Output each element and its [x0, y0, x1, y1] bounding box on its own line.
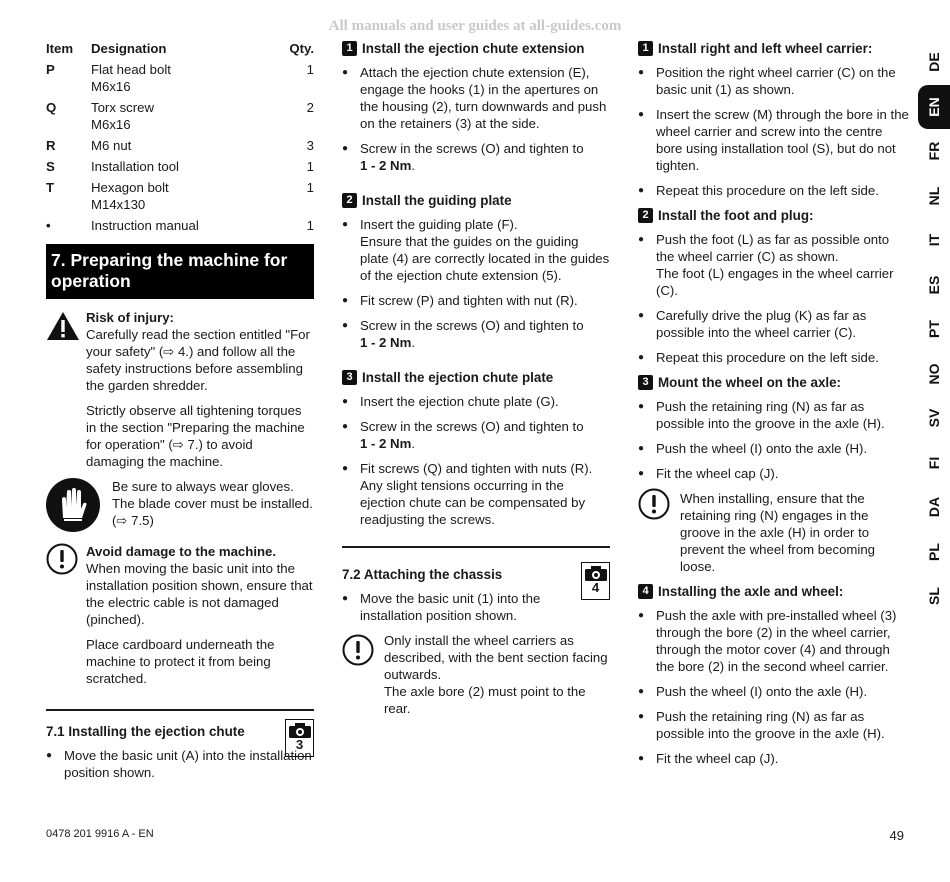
damage-warning — [46, 543, 314, 687]
header-item: Item — [46, 41, 74, 56]
step-list — [638, 398, 910, 482]
parts-table-header — [46, 40, 314, 61]
section-7-2-steps — [342, 590, 610, 624]
table-row — [46, 99, 314, 137]
step-number: 2 — [342, 193, 357, 208]
table-row — [46, 61, 314, 99]
injury-warning-text: Carefully read the section entitled "For your safety" (⇨ 4.) and follow all the safety instructions before assembling the garden shredder. — [86, 327, 310, 393]
note-text: The axle bore (2) must point to the rear. — [384, 684, 586, 716]
row-item: R — [46, 138, 56, 153]
figure-reference-4 — [581, 562, 610, 600]
row-item: T — [46, 180, 55, 195]
step-heading — [638, 207, 910, 224]
tab-language-sl[interactable]: SL — [926, 587, 942, 606]
gloves-note-text: Be sure to always wear gloves. The blade cover must be installed. (⇨ 7.5) — [112, 479, 313, 528]
injury-warning — [46, 309, 314, 470]
camera-icon — [585, 566, 607, 581]
tab-language-fr[interactable]: FR — [926, 141, 942, 161]
list-item: ● Fit the wheel cap (J). — [638, 465, 910, 482]
step-list — [638, 64, 910, 199]
table-row — [46, 158, 314, 179]
figure-number: 3 — [295, 737, 304, 752]
step-title: Install the ejection chute extension — [362, 41, 585, 56]
step-heading — [342, 40, 610, 57]
tab-language-en[interactable]: EN — [918, 85, 950, 130]
tab-language-sv[interactable]: SV — [926, 408, 942, 428]
step-title: Installing the axle and wheel: — [658, 584, 844, 599]
step-list — [638, 231, 910, 366]
list-item: ● Carefully drive the plug (K) as far as possible into the wheel carrier (C). — [638, 307, 910, 341]
tab-language-it[interactable]: IT — [926, 234, 942, 247]
step-number: 1 — [638, 41, 653, 56]
caution-icon — [638, 488, 670, 520]
step-number: 3 — [638, 375, 653, 390]
section-heading-7: 7. Preparing the machine for operation — [46, 244, 314, 299]
step-list — [638, 607, 910, 767]
column-left — [46, 40, 314, 789]
section-7-2-title: 7.2 Attaching the chassis — [342, 567, 503, 582]
note-text: Only install the wheel carriers as described, with the bent section facing outwards. — [384, 633, 608, 682]
parts-table — [46, 40, 314, 238]
row-designation: Torx screw M6x16 — [91, 100, 155, 132]
row-item: P — [46, 62, 55, 77]
tab-language-es[interactable]: ES — [926, 275, 942, 295]
column-right — [638, 40, 910, 775]
tab-language-fi[interactable]: FI — [926, 456, 942, 469]
row-designation: Hexagon bolt M14x130 — [91, 180, 169, 212]
list-item: ● Insert the ejection chute plate (G). — [342, 393, 610, 410]
step-number: 2 — [638, 208, 653, 223]
note-text: When installing, ensure that the retaining ring (N) engages in the groove in the axle (H) in order to prevent the wheel from becoming loose. — [680, 491, 875, 574]
row-qty: 1 — [306, 180, 314, 195]
list-item: ● Insert the guiding plate (F). Ensure that the guides on the guiding plate (4) are correctly located in the guides of the ejection chute extension (5). — [342, 216, 610, 284]
list-item: ● Repeat this procedure on the left side. — [638, 182, 910, 199]
row-qty: 2 — [306, 100, 314, 115]
list-item: ● Push the wheel (I) onto the axle (H). — [638, 440, 910, 457]
retaining-ring-note — [638, 490, 910, 575]
list-item: ● Fit screw (P) and tighten with nut (R). — [342, 292, 610, 309]
list-item: ● Screw in the screws (O) and tighten to 1 - 2 Nm. — [342, 317, 610, 351]
torque-warning-text: Strictly observe all tightening torques in the section "Preparing the machine for operation" (⇨ 7.) to avoid damaging the machine. — [86, 403, 305, 469]
step-number: 3 — [342, 370, 357, 385]
table-row — [46, 179, 314, 217]
column-middle — [342, 40, 610, 725]
step-list — [342, 393, 610, 528]
list-item: ● Screw in the screws (O) and tighten to 1 - 2 Nm. — [342, 140, 610, 174]
warning-triangle-icon — [46, 311, 80, 341]
row-designation: Instruction manual — [91, 218, 199, 233]
step-title: Mount the wheel on the axle: — [658, 375, 842, 390]
divider — [342, 546, 610, 548]
list-item: ● Position the right wheel carrier (C) on the basic unit (1) as shown. — [638, 64, 910, 98]
list-item: ● Move the basic unit (1) into the installation position shown. — [342, 590, 570, 624]
damage-warning-title: Avoid damage to the machine. — [86, 544, 277, 559]
step-heading — [342, 192, 610, 209]
wheel-carrier-note — [342, 632, 610, 717]
tab-language-de[interactable]: DE — [926, 52, 942, 72]
step-title: Install right and left wheel carrier: — [658, 41, 873, 56]
tab-language-pt[interactable]: PT — [926, 320, 942, 339]
divider — [46, 709, 314, 711]
step-heading — [638, 374, 910, 391]
row-qty: 1 — [306, 159, 314, 174]
section-7-1-steps — [46, 747, 314, 781]
row-qty: 1 — [306, 62, 314, 77]
step-number: 4 — [638, 584, 653, 599]
row-item: Q — [46, 100, 57, 115]
list-item: ● Push the foot (L) as far as possible onto the wheel carrier (C) as shown. The foot (L) engages in the wheel carrier (C). — [638, 231, 910, 299]
step-title: Install the ejection chute plate — [362, 370, 554, 385]
section-7-1 — [46, 723, 314, 752]
list-item: ● Fit the wheel cap (J). — [638, 750, 910, 767]
step-list — [342, 64, 610, 174]
row-qty: 3 — [306, 138, 314, 153]
document-id: 0478 201 9916 A - EN — [46, 828, 154, 840]
caution-icon — [342, 634, 374, 666]
list-item: ● Push the retaining ring (N) as far as possible into the groove in the axle (H). — [638, 708, 910, 742]
section-7-2 — [342, 566, 610, 595]
step-title: Install the guiding plate — [362, 193, 512, 208]
step-heading — [638, 583, 910, 600]
tab-language-pl[interactable]: PL — [926, 542, 942, 561]
row-designation: M6 nut — [91, 138, 132, 153]
row-designation: Flat head bolt M6x16 — [91, 62, 171, 94]
injury-warning-title: Risk of injury: — [86, 310, 174, 325]
cardboard-note: Place cardboard underneath the machine to protect it from being scratched. — [86, 637, 275, 686]
tab-language-no[interactable]: NO — [926, 363, 942, 385]
damage-warning-text: When moving the basic unit into the installation position shown, ensure that the electric cable is not damaged (pinched). — [86, 561, 313, 627]
list-item: ● Attach the ejection chute extension (E), engage the hooks (1) in the apertures on the housing (2), turn downwards and push on the retainers (3) at the side. — [342, 64, 610, 132]
step-list — [342, 216, 610, 351]
row-item: S — [46, 159, 55, 174]
list-item: ● Screw in the screws (O) and tighten to 1 - 2 Nm. — [342, 418, 610, 452]
list-item: ● Fit screws (Q) and tighten with nuts (R). Any slight tensions occurring in the ejection chute can be compensated by readjusting the screws. — [342, 460, 610, 528]
header-designation: Designation — [91, 41, 167, 56]
tab-language-da[interactable]: DA — [926, 497, 942, 518]
row-item: • — [46, 218, 51, 233]
list-item: ● Insert the screw (M) through the bore in the wheel carrier and screw into the centre bore using installation tool (S), but do not tighten. — [638, 106, 910, 174]
figure-number: 4 — [591, 580, 600, 595]
tab-language-nl[interactable]: NL — [926, 186, 942, 206]
list-item: ● Push the retaining ring (N) as far as possible into the groove in the axle (H). — [638, 398, 910, 432]
language-tabs — [918, 40, 950, 619]
list-item: ● Push the wheel (I) onto the axle (H). — [638, 683, 910, 700]
camera-icon — [289, 723, 311, 738]
section-7-1-title: 7.1 Installing the ejection chute — [46, 724, 245, 739]
step-title: Install the foot and plug: — [658, 208, 814, 223]
watermark: All manuals and user guides at all-guides.com — [328, 18, 622, 34]
table-row — [46, 137, 314, 158]
page-number: 49 — [889, 828, 904, 843]
row-qty: 1 — [306, 218, 314, 233]
list-item: ● Push the axle with pre-installed wheel (3) through the bore (2) in the wheel carrier, through the motor cover (4) and through the bore (2) in the second wheel carrier. — [638, 607, 910, 675]
row-designation: Installation tool — [91, 159, 179, 174]
step-heading — [638, 40, 910, 57]
list-item: ● Move the basic unit (A) into the installation position shown. — [46, 747, 314, 781]
list-item: ● Repeat this procedure on the left side. — [638, 349, 910, 366]
step-heading — [342, 369, 610, 386]
table-row — [46, 217, 314, 238]
gloves-icon — [46, 478, 100, 532]
header-qty: Qty. — [289, 41, 314, 56]
caution-icon — [46, 543, 78, 575]
step-number: 1 — [342, 41, 357, 56]
gloves-note — [46, 478, 314, 529]
